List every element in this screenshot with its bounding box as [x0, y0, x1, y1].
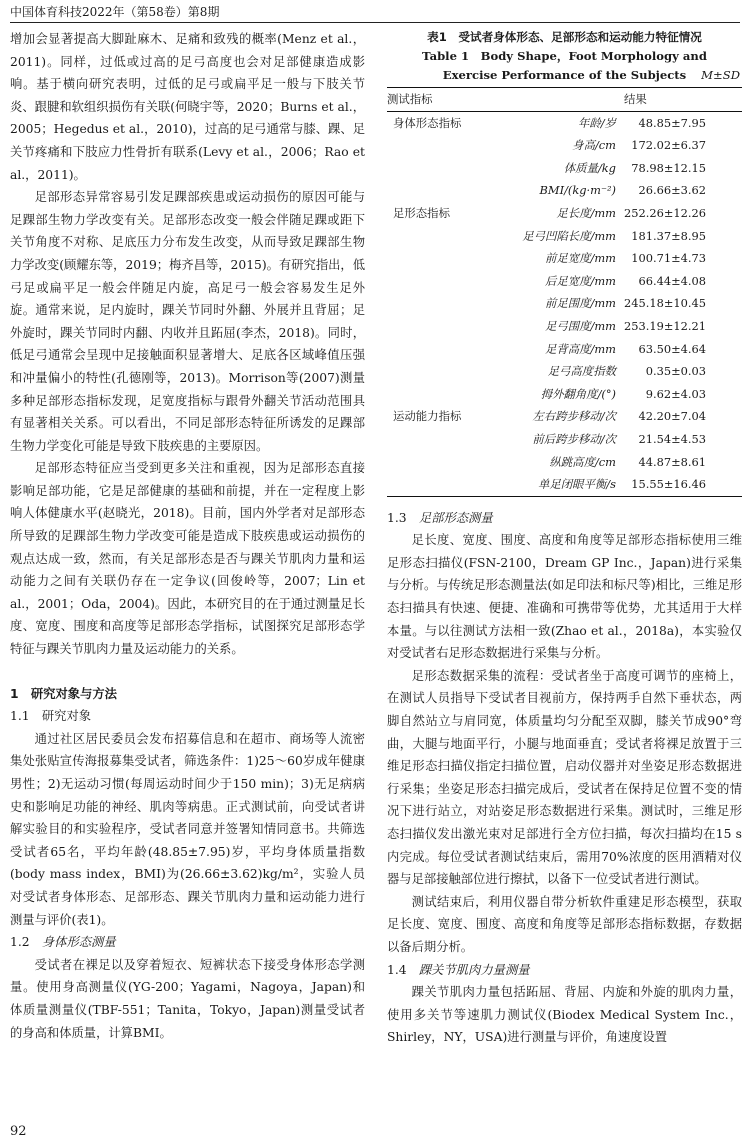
table-stat-label: M±SD	[701, 68, 740, 82]
table-cell-value: 21.54±4.53	[638, 431, 706, 446]
table-row	[387, 157, 742, 180]
paragraph-foot-analysis: 测试结束后，利用仪器自带分析软件重建足形态模型，获取足长度、宽度、围度、高度和角度等足部形态指标数据，存数据以备后期分析。	[387, 894, 742, 954]
subject-characteristics-table	[387, 87, 742, 497]
subsection-heading-subjects: 1.1 研究对象	[10, 709, 92, 724]
table-cell-category	[387, 270, 499, 293]
table-cell-indicator: 前足围度/mm	[544, 296, 616, 311]
paragraph-biomechanics: 足部形态异常容易引发足踝部疾患或运动损伤的原因可能与足踝部生物力学改变有关。足部形态改变一般会伴随足踝或距下关节角度不对称、足底压力分布发生改变，从而导致足踝部生物力学改变(顾耀东等，2019；梅齐昌等，2015)。有研究指出，低弓足或扁平足一般会伴随足内旋，高足弓一般会容易发生足外旋。通常来说，足内旋时，踝关节同时外翻、外展并且背屈；足外旋时，踝关节同时内翻、内收并且跖屈(李杰，2018)。同时，低足弓通常会呈现中足接触面积显著增大、足底各区域峰值压强和冲量偏小的特性(孔德刚等，2013)。Morrison等(2007)测量多种足部形态指标发现，足宽度指标与跟骨外翻关节活动范围具有显著相关关系。可以看出，不同足部形态特征所诱发的足踝部生物力学变化可能是导致下肢疾患的主要原因。	[10, 190, 366, 453]
paragraph-foot-procedure: 足形态数据采集的流程：受试者坐于高度可调节的座椅上，在测试人员指导下受试者目视前方，保持两手自然下垂状态，两脚自然站立与肩同宽，体质量均匀分配至双脚，膝关节成90°弯曲，大腿与地面平行，小腿与地面垂直；受试者将裸足放置于三维足形态扫描仪指定扫描位置，启动仪器并对坐姿足形态数据进行采集；坐姿足形态扫描完成后，受试者在保持足位置不变的情况下进行站立，对站姿足形态数据进行采集。测试时，三维足形态扫描仪发出激光束对足部进行全方位扫描，每次扫描均在15 s内完成。每位受试者测试结束后，需用70%浓度的医用酒精对仪器与足部接触部位进行擦拭，以备下一位受试者进行测试。	[387, 668, 742, 887]
table-row	[387, 383, 742, 406]
table-cell-value: 245.18±10.45	[623, 296, 706, 311]
left-column	[10, 28, 365, 1044]
table-cell-value: 44.87±8.61	[638, 454, 706, 469]
table-row	[387, 428, 742, 451]
section-heading-methods: 1 研究对象与方法	[10, 686, 117, 701]
table-row	[387, 338, 742, 361]
table-cell-indicator: 体质量/kg	[563, 160, 616, 175]
table-cell-category	[387, 225, 499, 248]
table-row	[387, 292, 742, 315]
table-cell-category: 足形态指标	[393, 205, 450, 220]
table-cell-category	[387, 179, 499, 202]
table-cell-indicator: 拇外翻角度/(°)	[540, 386, 616, 401]
table-row	[387, 134, 742, 157]
paragraph-foot-scanner: 足长度、宽度、围度、高度和角度等足部形态指标使用三维足形态扫描仪(FSN-2100，Dream GP Inc.，Japan)进行采集与分析。与传统足形态测量法(如足印法和标尺等)相比，三维足形态扫描具有快速、便捷、准确和可携带等优势，尤其适用于大样本量。与以往测试方法相一致(Zhao et al.，2018a)，本实验仅对受试者右足形态数据进行采集与分析。	[387, 533, 742, 661]
table-cell-indicator: 足背高度/mm	[544, 341, 616, 356]
table-cell-indicator: 足长度/mm	[556, 205, 616, 220]
table-title-en-2-text: Exercise Performance of the Subjects	[442, 68, 687, 82]
table-cell-category: 运动能力指标	[393, 409, 462, 424]
subsection-title: 踝关节肌肉力量测量	[418, 962, 530, 977]
table-cell-indicator: 单足闭眼平衡/s	[499, 473, 624, 496]
subsection-number: 1.3	[387, 510, 419, 525]
table-row	[387, 202, 742, 225]
table-row	[387, 473, 742, 496]
table-cell-indicator: 年龄/岁	[577, 115, 616, 130]
table-cell-value: 0.35±0.03	[645, 364, 706, 379]
table-cell-value: 48.85±7.95	[638, 115, 706, 130]
table-cell-category	[387, 473, 499, 496]
subsection-heading-body	[10, 931, 365, 954]
table-cell-indicator: 身高/cm	[572, 138, 616, 153]
table-cell-value: 172.02±6.37	[631, 138, 706, 153]
table-cell-category	[387, 428, 499, 451]
table-cell-indicator: 足弓高度指数	[547, 364, 616, 379]
table-cell-indicator: 前后跨步移动/次	[532, 431, 616, 446]
table-title-en-1: Table 1 Body Shape，Foot Morphology and	[422, 49, 707, 63]
journal-header-text: 中国体育科技2022年（第58卷）第8期	[10, 5, 220, 19]
table-cell-value: 78.98±12.15	[631, 160, 706, 175]
table-cell-indicator: 前足宽度/mm	[544, 251, 616, 266]
table-cell-value: 66.44±4.08	[638, 273, 706, 288]
table-header-result: 结果	[624, 88, 742, 112]
paragraph-body-measure: 受试者在裸足以及穿着短衣、短裤状态下接受身体形态学测量。使用身高测量仪(YG-200；Yagami，Nagoya，Japan)和体质量测量仪(TBF-551；Tanita，Tokyo，Japan)测量受试者的身高和体质量，计算BMI。	[10, 957, 365, 1040]
paragraph-purpose: 足部形态特征应当受到更多关注和重视，因为足部形态直接影响足部功能，它是足部健康的基础和前提，并在一定程度上影响人体健康水平(赵晓光，2018)。目前，国内外学者对足部形态所导致的足踝部生物力学改变可能是造成下肢疾患或运动损伤的观点达成一致，然而，有关足部形态是否与踝关节肌肉力量和运动能力之间有关联仍存在一定争议(回俊岭等，2007；Lin et al.，2001；Oda，2004)。因此，本研究目的在于通过测量足长度、宽度、围度和高度等足部形态学指标，试图探究足部形态学特征与踝关节肌肉力量及运动能力的关系。	[10, 461, 365, 657]
page-number: 92	[10, 1124, 27, 1139]
right-column	[387, 28, 742, 1049]
subsection-title: 足部形态测量	[418, 510, 493, 525]
table-row	[387, 225, 742, 248]
table-cell-value: 26.66±3.62	[638, 183, 706, 198]
table-cell-category	[387, 315, 499, 338]
table-cell-value: 9.62±4.03	[645, 386, 706, 401]
table-cell-category	[387, 134, 499, 157]
table-cell-value: 253.19±12.21	[623, 318, 706, 333]
table-cell-indicator: BMI/(kg·m⁻²)	[539, 183, 616, 198]
table-row	[387, 270, 742, 293]
table-cell-value: 63.50±4.64	[638, 341, 706, 356]
table-cell-category	[387, 338, 499, 361]
table-cell-indicator: 纵跳高度/cm	[549, 454, 616, 469]
table-row	[387, 405, 742, 428]
subsection-number: 1.4	[387, 962, 419, 977]
paragraph-continued: 增加会显著提高大脚趾麻木、足痛和致残的概率(Menz et al.，2011)。同样，过低或过高的足弓高度也会对足部健康造成影响。基于横向研究表明，过低的足弓或扁平足一般与下肢关节炎、跟腱和软组织损伤有关联(何晓宇等，2020；Burns et al.，2005；Hegedus et al.，2010)，过高的足弓通常与膝、踝、足关节疼痛和下肢应力性骨折有联系(Levy et al.，2006；Rao et al.，2011)。	[10, 32, 365, 182]
table-cell-value: 15.55±16.46	[624, 473, 742, 496]
table-header-indicator: 测试指标	[387, 88, 624, 112]
table-cell-value: 181.37±8.95	[631, 228, 706, 243]
table-row	[387, 315, 742, 338]
paragraph-subjects: 通过社区居民委员会发布招募信息和在超市、商场等人流密集处张贴宣传海报募集受试者，筛选条件：1)25～60岁成年健康男性；2)无运动习惯(每周运动时间少于150 min)；3)无足病病史和影响足功能的神经、肌肉等病患。正式测试前，向受试者讲解实验目的和实验程序，受试者同意并签署知情同意书。共筛选受试者65名，平均年龄(48.85±7.95)岁，平均身体质量指数(body mass index，BMI)为(26.66±3.62)kg/m²，实验人员对受试者身体形态、足部形态、踝关节肌肉力量和运动能力进行测量与评价(表1)。	[10, 731, 365, 927]
table-row	[387, 451, 742, 474]
table-cell-category	[387, 360, 499, 383]
running-header	[10, 2, 740, 23]
table-cell-category	[387, 383, 499, 406]
table-cell-category	[387, 451, 499, 474]
table-row	[387, 179, 742, 202]
subsection-title: 身体形态测量	[41, 935, 116, 950]
table-cell-value: 42.20±7.04	[638, 409, 706, 424]
subsection-number: 1.2	[10, 935, 42, 950]
subsection-heading-foot	[387, 507, 742, 530]
table-title-en-2	[387, 66, 742, 85]
table-row	[387, 247, 742, 270]
table-cell-indicator: 后足宽度/mm	[544, 273, 616, 288]
subsection-heading-ankle	[387, 959, 742, 982]
table-cell-category: 身体形态指标	[393, 115, 462, 130]
table-cell-category	[387, 157, 499, 180]
table-cell-category	[387, 292, 499, 315]
table-title-cn: 表1 受试者身体形态、足部形态和运动能力特征情况	[427, 30, 702, 44]
table-cell-value: 252.26±12.26	[623, 205, 706, 220]
paragraph-ankle-strength: 踝关节肌肉力量包括跖屈、背屈、内旋和外旋的肌肉力量，使用多关节等速肌力测试仪(Biodex Medical System Inc.，Shirley，NY，USA)进行测量与评价，角速度设置	[387, 985, 742, 1045]
table-row	[387, 111, 742, 134]
table-caption	[387, 28, 742, 85]
table-row	[387, 360, 742, 383]
table-cell-indicator: 足弓围度/mm	[544, 318, 616, 333]
table-header-row	[387, 88, 742, 112]
section-gap	[10, 661, 365, 683]
table-cell-value: 100.71±4.73	[631, 251, 706, 266]
table-cell-indicator: 左右跨步移动/次	[532, 409, 616, 424]
table-cell-indicator: 足弓凹陷长度/mm	[522, 228, 616, 243]
table-cell-category	[387, 247, 499, 270]
